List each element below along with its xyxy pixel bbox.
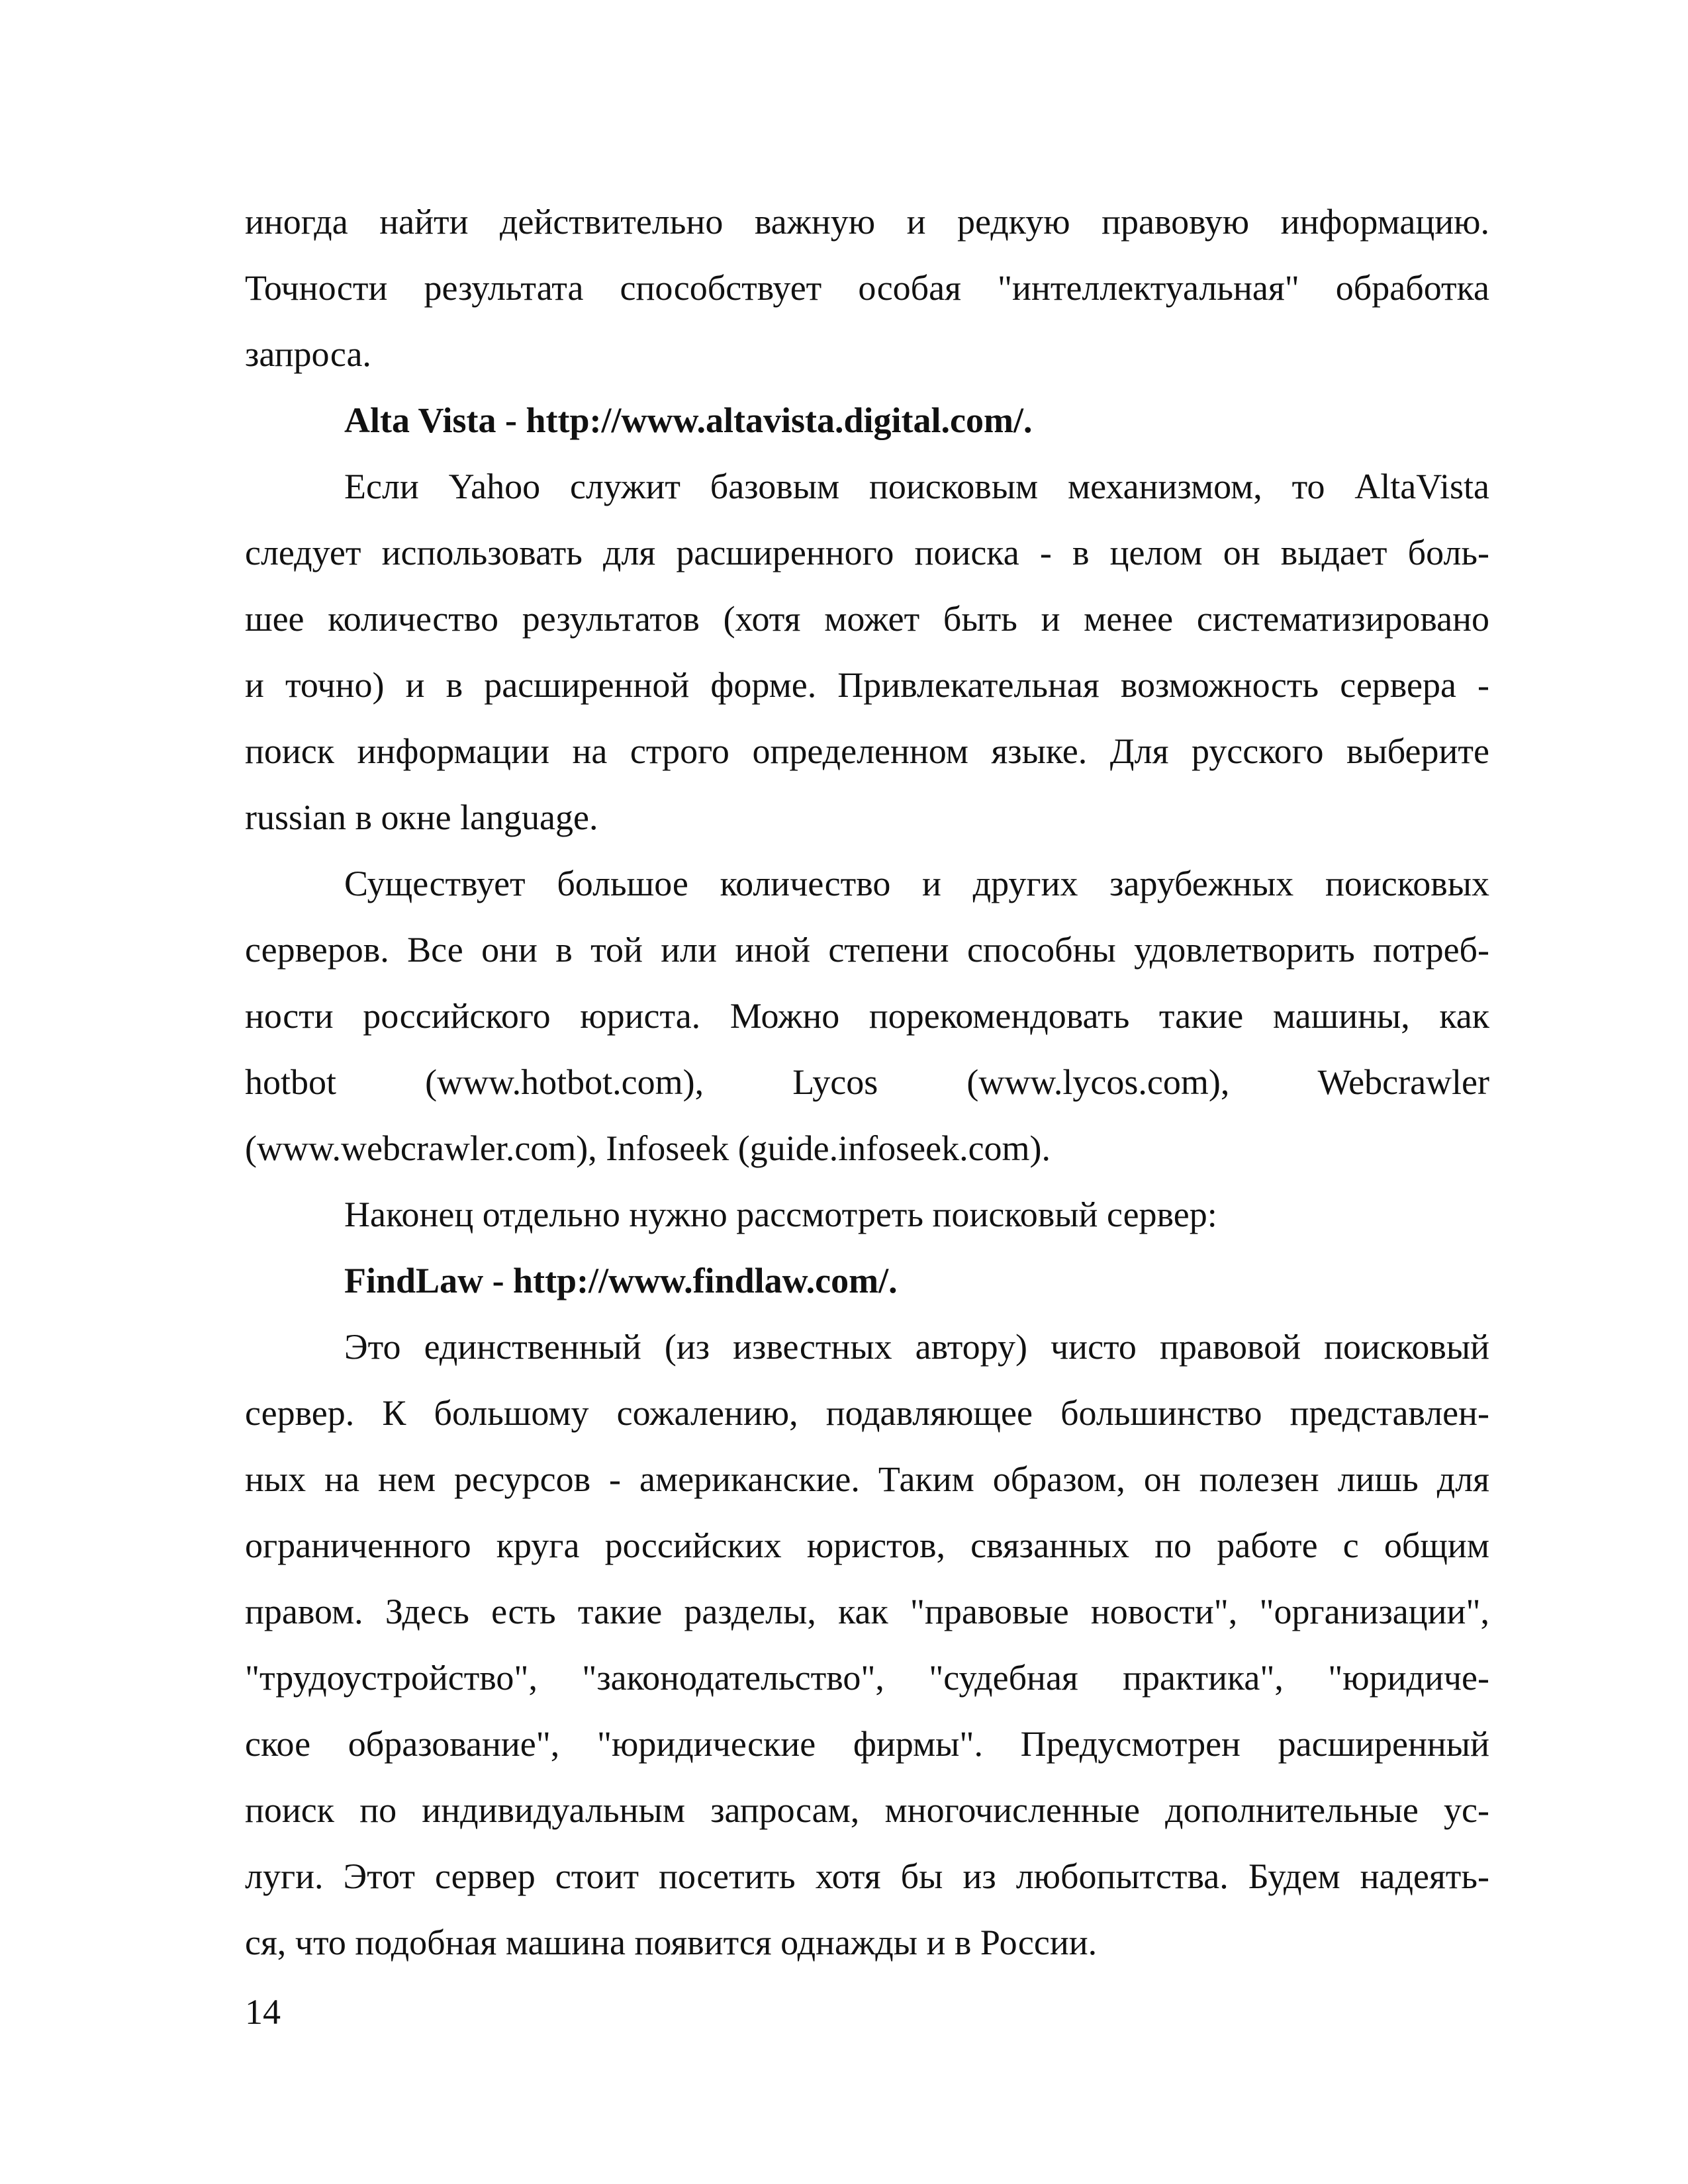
text-line: ское образование", "юридические фирмы". Предусмотрен расширенный bbox=[245, 1724, 1489, 1764]
text-line: следует использовать для расширенного поиска - в целом он выдает боль- bbox=[245, 533, 1489, 572]
page-body bbox=[245, 189, 1489, 1976]
page-number: 14 bbox=[245, 1992, 281, 2032]
text-line: ности российского юриста. Можно порекомендовать такие машины, как bbox=[245, 996, 1489, 1036]
text-line: russian в окне language. bbox=[245, 797, 598, 837]
text-line: сервер. К большому сожалению, подавляющее большинство представлен- bbox=[245, 1393, 1489, 1433]
text-line: "трудоустройство", "законодательство", "судебная практика", "юридиче- bbox=[245, 1658, 1489, 1698]
text-line: ных на нем ресурсов - американские. Таким образом, он полезен лишь для bbox=[245, 1459, 1489, 1499]
text-line: Наконец отдельно нужно рассмотреть поисковый сервер: bbox=[344, 1195, 1217, 1234]
text-line: ся, что подобная машина появится однажды и в России. bbox=[245, 1923, 1098, 1962]
text-line: серверов. Все они в той или иной степени способны удовлетворить потреб- bbox=[245, 930, 1489, 970]
text-line: иногда найти действительно важную и редкую правовую информацию. bbox=[245, 202, 1489, 242]
text-line: Если Yahoo служит базовым поисковым механизмом, то AltaVista bbox=[344, 467, 1489, 506]
text-line: Это единственный (из известных автору) чисто правовой поисковый bbox=[344, 1327, 1489, 1367]
section-heading-altavista: Alta Vista - http://www.altavista.digital.com/. bbox=[344, 400, 1033, 440]
text-line: hotbot (www.hotbot.com), Lycos (www.lycos.com), Webcrawler bbox=[245, 1062, 1489, 1102]
text-line: поиск информации на строго определенном языке. Для русского выберите bbox=[245, 731, 1489, 771]
section-heading-findlaw: FindLaw - http://www.findlaw.com/. bbox=[344, 1261, 898, 1300]
text-line: поиск по индивидуальным запросам, многочисленные дополнительные ус- bbox=[245, 1790, 1489, 1830]
text-line: Существует большое количество и других зарубежных поисковых bbox=[344, 864, 1489, 903]
text-line: запроса. bbox=[245, 334, 371, 374]
text-line: шее количество результатов (хотя может быть и менее систематизировано bbox=[245, 599, 1489, 639]
text-line: правом. Здесь есть такие разделы, как "правовые новости", "организации", bbox=[245, 1592, 1489, 1631]
text-line: луги. Этот сервер стоит посетить хотя бы из любопытства. Будем надеять- bbox=[245, 1856, 1489, 1896]
text-line: и точно) и в расширенной форме. Привлекательная возможность сервера - bbox=[245, 665, 1489, 705]
text-line: ограниченного круга российских юристов, связанных по работе с общим bbox=[245, 1525, 1489, 1565]
text-line: (www.webcrawler.com), Infoseek (guide.infoseek.com). bbox=[245, 1128, 1051, 1168]
text-line: Точности результата способствует особая "интеллектуальная" обработка bbox=[245, 268, 1489, 308]
